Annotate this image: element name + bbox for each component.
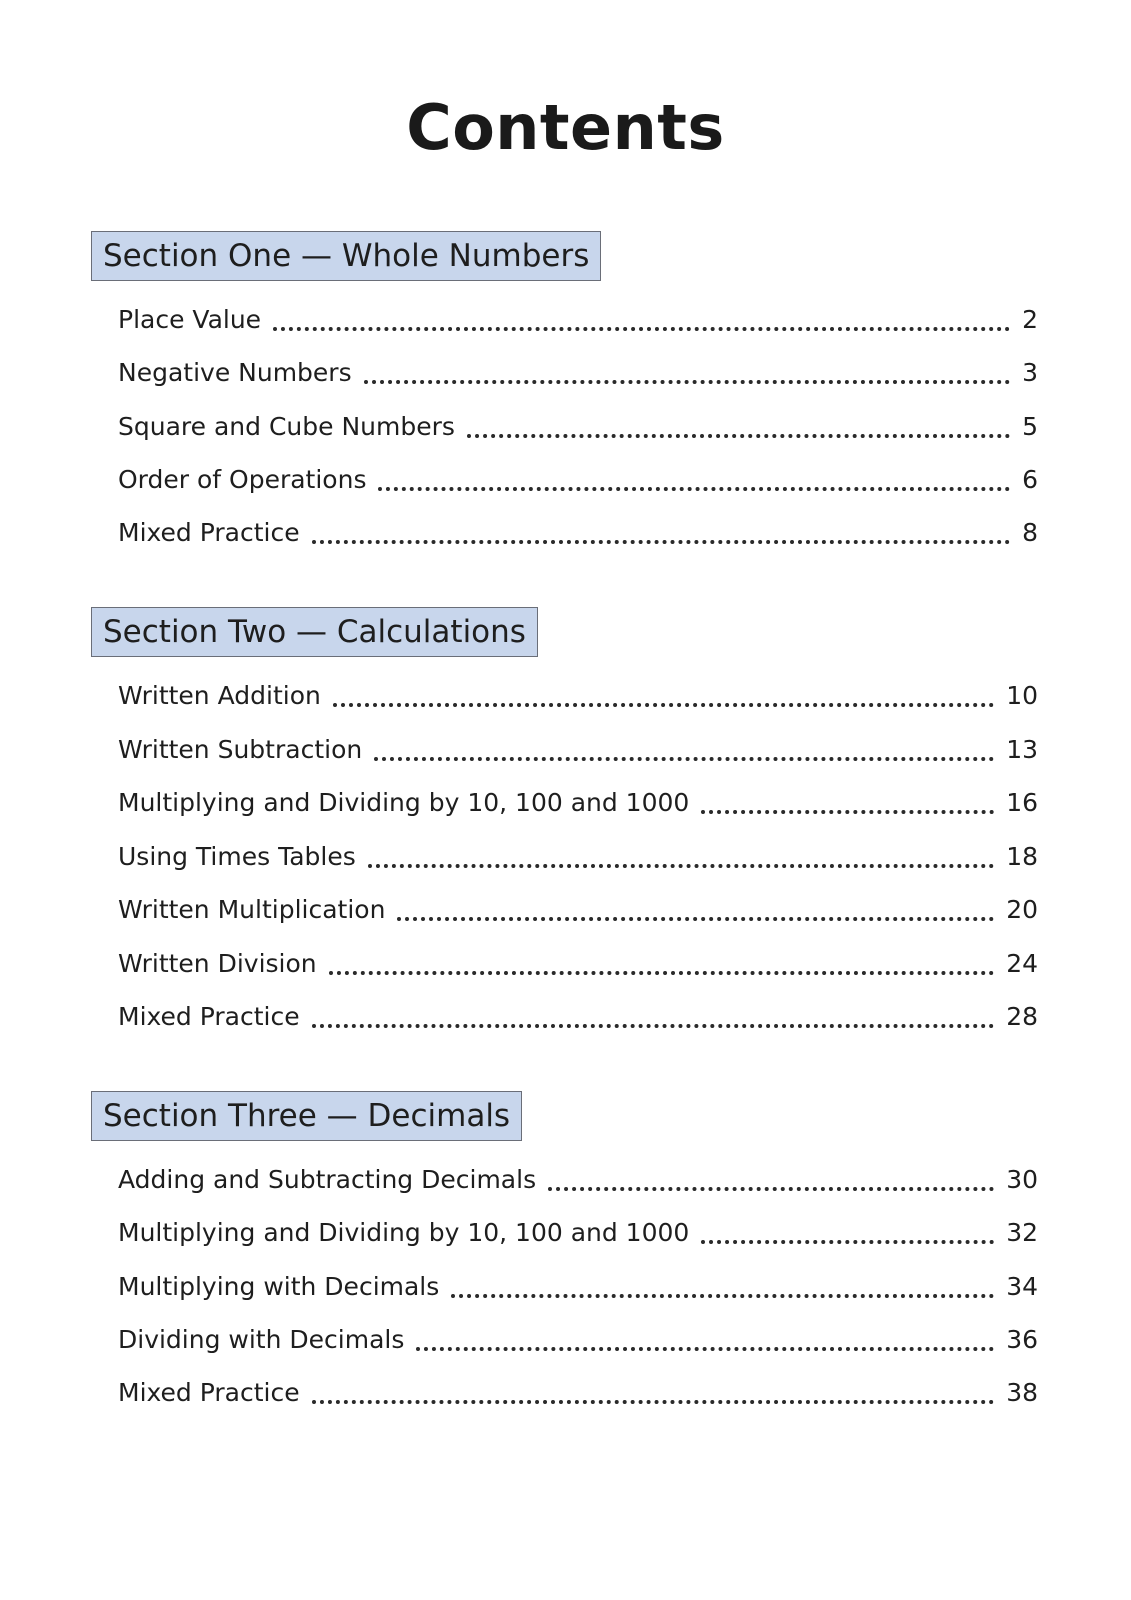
entry-title: Negative Numbers (118, 358, 352, 387)
entry-title: Multiplying with Decimals (118, 1272, 440, 1301)
entry-title: Place Value (118, 305, 262, 334)
entry-title: Written Division (118, 949, 317, 978)
entry-page-number: 16 (1006, 788, 1038, 817)
dot-leader (312, 1400, 995, 1404)
entry-title: Written Multiplication (118, 895, 386, 924)
dot-leader (368, 864, 994, 868)
entry-page-number: 20 (1006, 895, 1038, 924)
entry-title: Mixed Practice (118, 1002, 300, 1031)
dot-leader (364, 380, 1011, 384)
entry-page-number: 36 (1006, 1325, 1038, 1354)
dot-leader (312, 540, 1011, 544)
entry-page-number: 38 (1006, 1378, 1038, 1407)
dot-leader (374, 757, 994, 761)
dot-leader (329, 971, 995, 975)
entry-title: Square and Cube Numbers (118, 412, 455, 441)
dot-leader (701, 810, 994, 814)
toc-entry[interactable] (118, 1267, 1038, 1307)
entry-page-number: 5 (1022, 412, 1038, 441)
dot-leader (397, 917, 994, 921)
entry-page-number: 24 (1006, 949, 1038, 978)
entry-page-number: 18 (1006, 842, 1038, 871)
toc-entry[interactable] (118, 997, 1038, 1037)
toc-entry[interactable] (118, 783, 1038, 823)
section-heading: Section Three — Decimals (91, 1091, 522, 1141)
entry-page-number: 30 (1006, 1165, 1038, 1194)
toc-entry[interactable] (118, 407, 1038, 447)
entry-title: Using Times Tables (118, 842, 356, 871)
dot-leader (378, 487, 1010, 491)
entry-title: Adding and Subtracting Decimals (118, 1165, 537, 1194)
toc-entry[interactable] (118, 460, 1038, 500)
entry-title: Multiplying and Dividing by 10, 100 and 1000 (118, 788, 690, 817)
toc-entry[interactable] (118, 890, 1038, 930)
entry-page-number: 8 (1022, 518, 1038, 547)
entry-title: Dividing with Decimals (118, 1325, 405, 1354)
toc-entry[interactable] (118, 944, 1038, 984)
dot-leader (312, 1024, 995, 1028)
entry-page-number: 6 (1022, 465, 1038, 494)
entry-page-number: 10 (1006, 681, 1038, 710)
entry-title: Order of Operations (118, 465, 367, 494)
section-heading: Section One — Whole Numbers (91, 231, 601, 281)
dot-leader (701, 1240, 994, 1244)
entry-title: Multiplying and Dividing by 10, 100 and 1000 (118, 1218, 690, 1247)
toc-entry[interactable] (118, 1213, 1038, 1253)
dot-leader (333, 703, 994, 707)
toc-entry[interactable] (118, 1160, 1038, 1200)
toc-entry[interactable] (118, 1320, 1038, 1360)
section-heading: Section Two — Calculations (91, 607, 538, 657)
toc-entry[interactable] (118, 513, 1038, 553)
toc-entry[interactable] (118, 676, 1038, 716)
entry-title: Written Addition (118, 681, 321, 710)
toc-entry[interactable] (118, 837, 1038, 877)
entry-page-number: 34 (1006, 1272, 1038, 1301)
dot-leader (451, 1294, 994, 1298)
entry-page-number: 3 (1022, 358, 1038, 387)
dot-leader (273, 327, 1010, 331)
toc-entry[interactable] (118, 353, 1038, 393)
entry-title: Mixed Practice (118, 518, 300, 547)
toc-entry[interactable] (118, 300, 1038, 340)
entry-page-number: 28 (1006, 1002, 1038, 1031)
entry-title: Written Subtraction (118, 735, 363, 764)
entry-page-number: 32 (1006, 1218, 1038, 1247)
dot-leader (467, 434, 1010, 438)
page-title: Contents (406, 91, 725, 164)
entry-title: Mixed Practice (118, 1378, 300, 1407)
toc-entry[interactable] (118, 730, 1038, 770)
dot-leader (548, 1187, 994, 1191)
entry-page-number: 13 (1006, 735, 1038, 764)
dot-leader (416, 1347, 994, 1351)
entry-page-number: 2 (1022, 305, 1038, 334)
toc-entry[interactable] (118, 1373, 1038, 1413)
